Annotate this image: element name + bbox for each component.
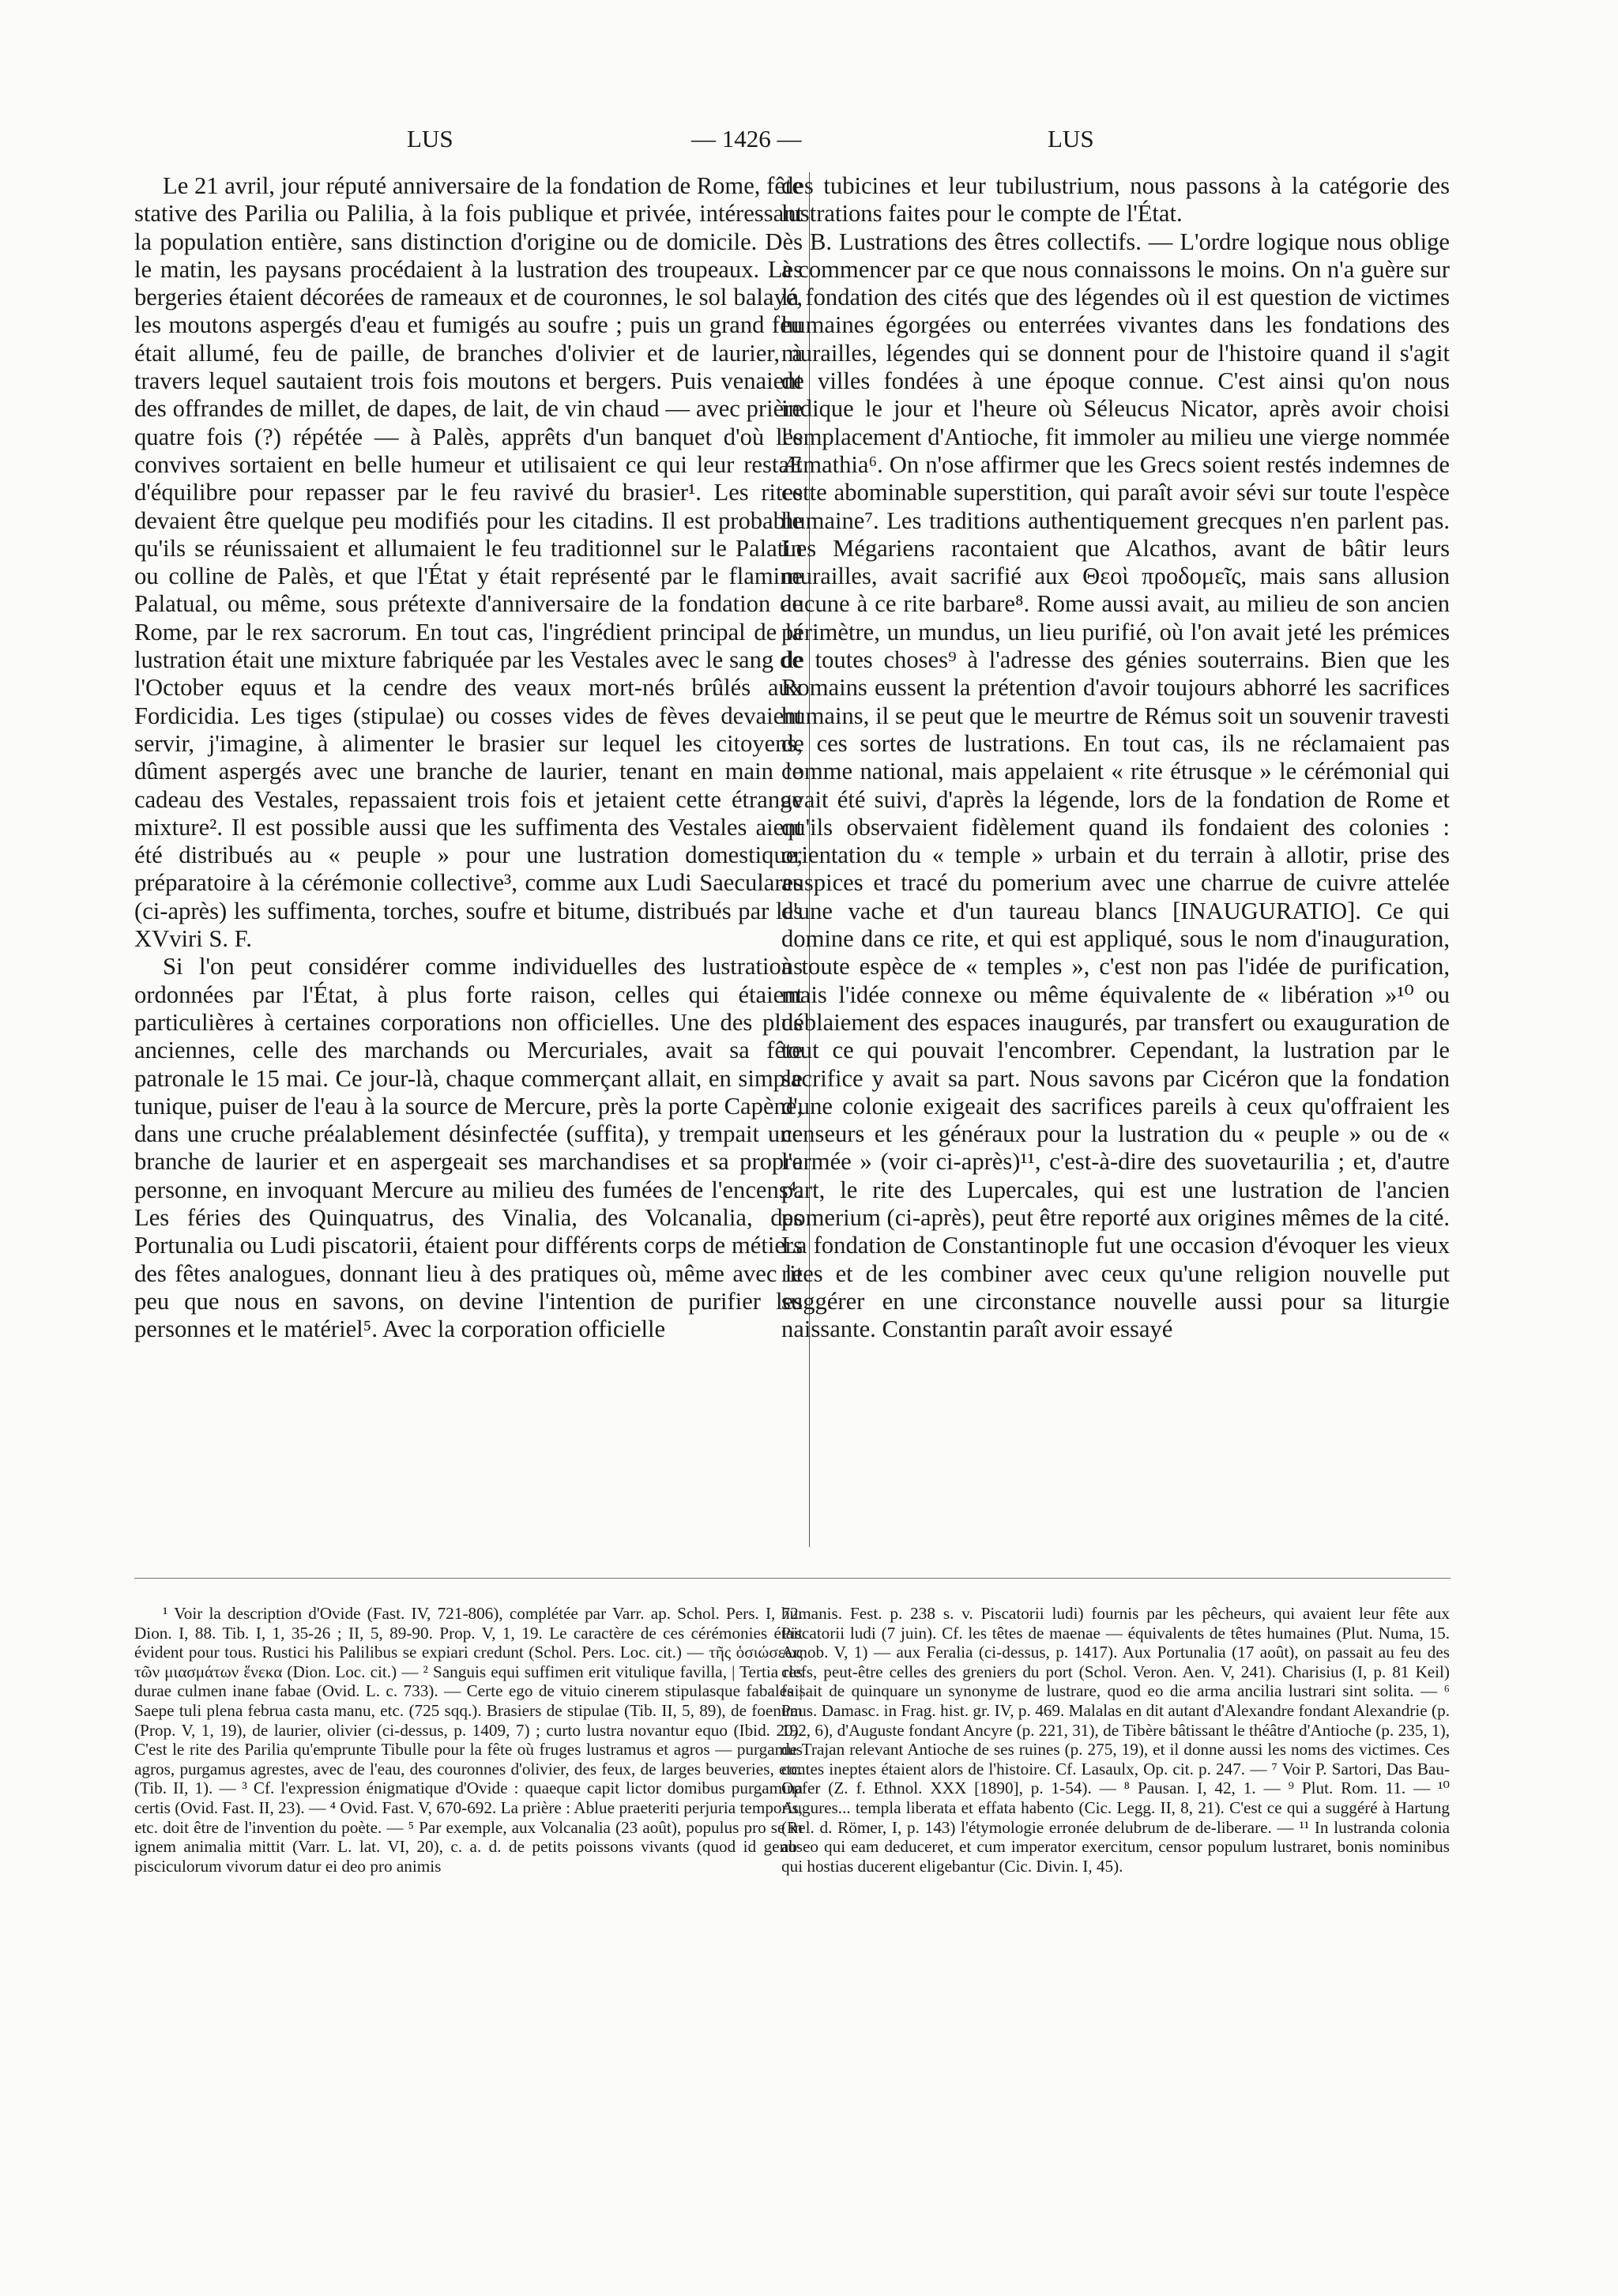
running-header xyxy=(0,125,1618,160)
footnote-divider xyxy=(134,1578,1451,1579)
footnote-text: ¹ Voir la description d'Ovide (Fast. IV, 721-806), complétée par Varr. ap. Schol. Pers. I, 72. Dion. I, 88. Tib. I, 1, 35-26 ; II, 5, 89-90. Prop. V, 1, 19. Le caractère de ces cérémonies était évident pour tous. Rustici his Palilibus se expiari credunt (Schol. Pers. Loc. cit.) — τῆς ὁσιώσεως τῶν μιασμάτων ἕνεκα (Dion. Loc. cit.) — ² Sanguis equi suffimen erit vitulique favilla, | Tertia res durae culmen inane fabae (Ovid. L. c. 733). — Certe ego de vituio cinerem stipulasque fabales | Saepe tuli plena februa casta manu, etc. (725 sqq.). Brasiers de stipulae (Tib. II, 5, 89), de foenum (Prop. V, 1, 19), de laurier, olivier (ci-dessus, p. 1409, 7) ; curto lustra novantur equo (Ibid. 20). C'est le rite des Parilia qu'emprunte Tibulle pour la fête où fruges lustramus et agros — purgamus agros, purgamus agrestes, avec de l'eau, des couronnes d'olivier, des feux, de larges beuveries, etc. (Tib. II, 1). — ³ Cf. l'expression énigmatique d'Ovide : quaeque capit lictor domibus purgamina certis (Ovid. Fast. II, 23). — ⁴ Ovid. Fast. V, 670-692. La prière : Ablue praeteriti perjuria temporis, etc. doit être de l'invention du poète. — ⁵ Par exemple, aux Volcanalia (23 août), populus pro se in ignem animalia mittit (Varr. L. lat. VI, 20), c. a. d. de petits poissons vivants (quod id genus pisciculorum vivorum datur ei deo pro animis xyxy=(134,1604,803,1876)
paragraph: Le 21 avril, jour réputé anniversaire de la fondation de Rome, fête stative des Parilia ou Palilia, à la fois publique et privée, intéressant la population entière, sans distinction d'origine ou de domicile. Dès le matin, les paysans procédaient à la lustration des troupeaux. Les bergeries étaient décorées de rameaux et de couronnes, le sol balayé, les moutons aspergés d'eau et fumigés au soufre ; puis un grand feu était allumé, feu de paille, de branches d'olivier et de laurier, à travers lequel sautaient trois fois moutons et bergers. Puis venaient des offrandes de millet, de dapes, de lait, de vin chaud — avec prière quatre fois (?) répétée — à Palès, apprêts d'un banquet d'où les convives sortaient en belle humeur et utilisaient ce qui leur restait d'équilibre pour repasser par le feu ravivé du brasier¹. Les rites devaient être quelque peu modifiés pour les citadins. Il est probable qu'ils se réunissaient et allumaient le feu traditionnel sur le Palatin ou colline de Palès, et que l'État y était représenté par le flamine Palatual, ou même, sous prétexte d'anniversaire de la fondation de Rome, par le rex sacrorum. En tout cas, l'ingrédient principal de la lustration était une mixture fabriquée par les Vestales avec le sang de l'October equus et la cendre des veaux mort-nés brûlés aux Fordicidia. Les tiges (stipulae) ou cosses vides de fèves devaient servir, j'imagine, à alimenter le brasier sur lequel les citoyens, dûment aspergés avec une branche de laurier, tenant en main le cadeau des Vestales, repassaient trois fois et jetaient cette étrange mixture². Il est possible aussi que les suffimenta des Vestales aient été distribués au « peuple » pour une lustration domestique, préparatoire à la cérémonie collective³, comme aux Ludi Saeculares (ci-après) les suffimenta, torches, soufre et bitume, distribués par les XVviri S. F. xyxy=(134,172,803,953)
left-column xyxy=(134,172,803,1343)
footnotes-right xyxy=(781,1604,1450,1876)
right-column xyxy=(781,172,1450,1343)
paragraph: des tubicines et leur tubilustrium, nous passons à la catégorie des lustrations faites pour le compte de l'État. xyxy=(781,172,1450,228)
paragraph: B. Lustrations des êtres collectifs. — L'ordre logique nous oblige à commencer par ce que nous connaissons le moins. On n'a guère sur la fondation des cités que des légendes où il est question de victimes humaines égorgées ou enterrées vivantes dans les fondations des murailles, légendes qui se donnent pour de l'histoire quand il s'agit de villes fondées à une époque connue. C'est ainsi qu'on nous indique le jour et l'heure où Séleucus Nicator, après avoir choisi l'emplacement d'Antioche, fit immoler au milieu une vierge nommée Æmathia⁶. On n'ose affirmer que les Grecs soient restés indemnes de cette abominable superstition, qui paraît avoir sévi sur toute l'espèce humaine⁷. Les traditions authentiquement grecques n'en parlent pas. Les Mégariens racontaient que Alcathos, avant de bâtir leurs murailles, avait sacrifié aux Θεοὶ προδομεῖς, mais sans allusion aucune à ce rite barbare⁸. Rome aussi avait, au milieu de son ancien périmètre, un mundus, un lieu purifié, où l'on avait jeté les prémices de toutes choses⁹ à l'adresse des génies souterrains. Bien que les Romains eussent la prétention d'avoir toujours abhorré les sacrifices humains, il se peut que le meurtre de Rémus soit un souvenir travesti de ces sortes de lustrations. En tout cas, ils ne réclamaient pas comme national, mais appelaient « rite étrusque » le cérémonial qui avait été suivi, d'après la légende, lors de la fondation de Rome et qu'ils observaient fidèlement quand ils fondaient des colonies : orientation du « temple » urbain et du terrain à allotir, prise des auspices et tracé du pomerium avec une charrue de cuivre attelée d'une vache et d'un taureau blancs [INAUGURATIO]. Ce qui domine dans ce rite, et qui est appliqué, sous le nom d'inauguration, à toute espèce de « temples », c'est non pas l'idée de purification, mais l'idée connexe ou même équivalente de « libération »¹⁰ ou déblaiement des espaces inaugurés, par transfert ou exauguration de tout ce qui pouvait l'encombrer. Cependant, la lustration par le sacrifice y avait sa part. Nous savons par Cicéron que la fondation d'une colonie exigeait des sacrifices pareils à ceux qu'offraient les censeurs et les généraux pour la lustration du « peuple » ou de « l'armée » (voir ci-après)¹¹, c'est-à-dire des suovetaurilia ; et, d'autre part, le rite des Lupercales, qui est une lustration de l'ancien pomerium (ci-après), peut être reporté aux origines mêmes de la cité. La fondation de Constantinople fut une occasion d'évoquer les vieux rites et de les combiner avec ceux qu'une religion nouvelle put suggérer en une circonstance nouvelle aussi pour sa liturgie naissante. Constantin paraît avoir essayé xyxy=(781,228,1450,1343)
paragraph: Si l'on peut considérer comme individuelles des lustrations ordonnées par l'État, à plus forte raison, celles qui étaient particulières à certaines corporations non officielles. Une des plus anciennes, celle des marchands ou Mercuriales, avait sa fête patronale le 15 mai. Ce jour-là, chaque commerçant allait, en simple tunique, puiser de l'eau à la source de Mercure, près la porte Capène, dans une cruche préalablement désinfectée (suffita), y trempait une branche de laurier et en aspergeait ses marchandises et sa propre personne, en invoquant Mercure au milieu des fumées de l'encens⁴. Les féries des Quinquatrus, des Vinalia, des Volcanalia, des Portunalia ou Ludi piscatorii, étaient pour différents corps de métiers des fêtes analogues, donnant lieu à des pratiques où, même avec le peu que nous en savons, on devine l'intention de purifier les personnes et le matériel⁵. Avec la corporation officielle xyxy=(134,953,803,1343)
footnotes-left xyxy=(134,1604,803,1876)
header-right-keyword: LUS xyxy=(1048,125,1094,152)
page-number: — 1426 — xyxy=(691,125,802,152)
header-left-keyword: LUS xyxy=(407,125,453,152)
footnote-text: humanis. Fest. p. 238 s. v. Piscatorii ludi) fournis par les pêcheurs, qui avaient leur fête aux Piscatorii ludi (7 juin). Cf. les têtes de maenae — équivalents de têtes humaines (Plut. Numa, 15. Arnob. V, 1) — aux Feralia (ci-dessus, p. 1417). Aux Portunalia (17 août), on passait au feu des clefs, peut-être celles des greniers du port (Schol. Veron. Aen. V, 241). Charisius (I, p. 81 Keil) faisait de quinquare un synonyme de lustrare, quod eo die arma ancilia lustrari sint solita. — ⁶ Paus. Damasc. in Frag. hist. gr. IV, p. 469. Malalas en dit autant d'Alexandre fondant Alexandrie (p. 192, 6), d'Auguste fondant Ancyre (p. 221, 31), de Tibère bâtissant le théâtre d'Antioche (p. 235, 1), de Trajan relevant Antioche de ses ruines (p. 275, 19), et il donne aussi les noms des victimes. Ces contes ineptes étaient alors de l'histoire. Cf. Lasaulx, Op. cit. p. 247. — ⁷ Voir P. Sartori, Das Bau-Opfer (Z. f. Ethnol. XXX [1890], p. 1-54). — ⁸ Pausan. I, 42, 1. — ⁹ Plut. Rom. 11. — ¹⁰ Augures... templa liberata et effata habento (Cic. Legg. II, 8, 21). C'est ce qui a suggéré à Hartung (Rel. d. Römer, I, p. 143) l'étymologie erronée delubrum de de-liberare. — ¹¹ In lustranda colonia ab eo qui eam deduceret, et cum imperator exercitum, censor populum lustraret, bonis nominibus qui hostias ducerent eligebantur (Cic. Divin. I, 45). xyxy=(781,1604,1450,1876)
